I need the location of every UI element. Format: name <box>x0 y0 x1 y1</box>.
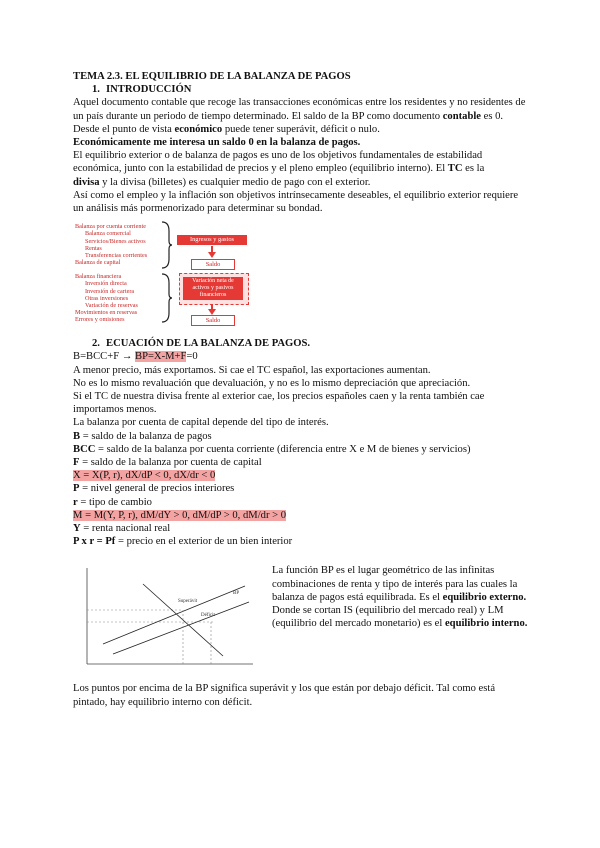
diagram-list-current <box>75 223 147 266</box>
final-paragraph: Los puntos por encima de la BP significa superávit y los que están por debajo déficit. Tal como está pintado, hay equilibrio interno con déficit. <box>73 683 496 708</box>
def-bcc: BCC = saldo de la balanza por cuenta corriente (diferencia entre X e M de bienes y servicios) <box>73 443 471 455</box>
intro-paragraph-1: Aquel documento contable que recoge las transacciones económicas entre los residentes y no residentes de un país durante un periodo de tiempo determinado. El saldo de la BP como documento contable es 0. Desde el punto de vista económico puede tener superávit, déficit o nulo. <box>73 97 526 135</box>
brace-icon <box>161 221 173 269</box>
box-saldo-2: Saldo <box>191 315 235 326</box>
diagram-item: Movimientos en reservas <box>75 309 138 317</box>
diagram-item: Balanza por cuenta corriente <box>75 223 146 231</box>
bp-explanation <box>272 564 534 630</box>
brace-icon <box>161 273 173 323</box>
def-b: B = saldo de la balanza de pagos <box>73 430 212 442</box>
diagram-item: Inversión de cartera <box>85 287 135 295</box>
def-pxr: P x r = Pf = precio en el exterior de un bien interior <box>73 536 293 548</box>
diagram-item: Servicios/Bienes activos <box>85 237 146 245</box>
diagram-item: Variación de reservas <box>85 302 138 310</box>
box-saldo-1: Saldo <box>191 259 235 270</box>
graph-label-superavit: Superávit <box>178 599 198 605</box>
bp-explanation-1: La función BP es el lugar geométrico de las infinitas combinaciones de renta y tipo de interés para las cuales la balanza de pagos está equilibrada. Es el equilibrio externo. <box>272 565 527 603</box>
diagram-list-financial <box>75 273 138 323</box>
box-ingresos-gastos: Ingresos y gastos <box>177 235 247 245</box>
def-p: P = nivel general de precios interiores <box>73 483 235 495</box>
diagram-item: Rentas <box>85 244 102 252</box>
graph-lm-curve <box>103 586 245 644</box>
bp-explanation-2: Donde se cortan IS (equilibrio del mercado real) y LM (equilibrio del mercado monetario) es el equilibrio interno. <box>272 605 528 630</box>
eq-line-2: No es lo mismo revaluación que devaluación, y no es lo mismo depreciación que apreciación. <box>73 377 471 389</box>
diagram-item: Inversión directa <box>85 280 127 288</box>
intro-paragraph-4: Así como el empleo y la inflación son objetivos intrínsecamente deseables, el equilibrio exterior requiere un análisis más pormenorizado para determinar su bondad. <box>73 189 519 215</box>
section-label: ECUACIÓN DE LA BALANZA DE PAGOS. <box>106 338 311 350</box>
document-page <box>73 70 529 709</box>
document-title: TEMA 2.3. EL EQUILIBRIO DE LA BALANZA DE PAGOS <box>73 71 351 82</box>
bp-equation: B=BCC+F → BP=X-M+F=0 <box>73 351 198 363</box>
arrow-down-icon <box>208 252 216 258</box>
def-y: Y = renta nacional real <box>73 523 171 535</box>
box-variacion-neta: Variación neta de activos y pasivos financieros <box>183 277 243 300</box>
diagram-item: Errores y omisiones <box>75 316 125 324</box>
def-f: F = saldo de la balanza por cuenta de capital <box>73 457 262 469</box>
diagram-item: Balanza de capital <box>75 259 121 267</box>
bp-is-lm-graph <box>73 564 259 674</box>
diagram-item: Otras inversiones <box>85 294 129 302</box>
section-label: INTRODUCCIÓN <box>106 84 192 96</box>
eq-line-3: Si el TC de nuestra divisa frente al exterior cae, los precios españoles caen y la renta también cae importamos menos. <box>73 391 485 416</box>
section-heading-introduccion <box>73 83 529 96</box>
diagram-item: Balanza financiera <box>75 273 122 281</box>
intro-paragraph-2: Económicamente me interesa un saldo 0 en la balanza de pagos. <box>73 137 361 149</box>
diagram-item: Transferencias corrientes <box>85 252 148 260</box>
diagram-item: Balanza comercial <box>85 230 131 238</box>
def-x-equation: X = X(P, r), dX/dP < 0, dX/dr < 0 <box>73 470 216 482</box>
section-heading-ecuacion <box>73 337 529 350</box>
bp-graph-section <box>73 564 529 682</box>
eq-line-1: A menor precio, más exportamos. Si cae el TC español, las exportaciones aumentan. <box>73 364 431 376</box>
intro-paragraph-3: El equilibrio exterior o de balanza de pagos es uno de los objetivos fundamentales de estabilidad económica, junto con la estabilidad de precios y el pleno empleo (equilibrio interno). El TC es la divisa y la divisa (billetes) es cualquier medio de pago con el exterior. <box>73 150 485 188</box>
def-m-equation: M = M(Y, P, r), dM/dY > 0, dM/dP > 0, dM/dr > 0 <box>73 509 287 521</box>
balance-structure-diagram <box>73 221 529 331</box>
section-number: 2. <box>92 338 100 350</box>
eq-line-4: La balanza por cuenta de capital depende del tipo de interés. <box>73 417 329 429</box>
def-r: r = tipo de cambio <box>73 496 152 508</box>
section-number: 1. <box>92 84 100 96</box>
graph-label-deficit: Déficit <box>201 613 215 619</box>
graph-label-bp: BP <box>233 591 240 597</box>
